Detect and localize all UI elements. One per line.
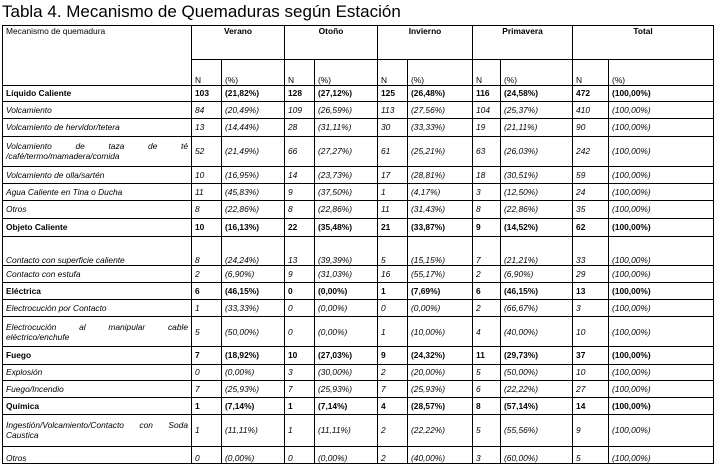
percent-cell: (46,15%) (501, 283, 573, 299)
count-cell: 3 (285, 364, 315, 380)
percent-cell: (33,33%) (222, 299, 285, 316)
count-cell: 11 (473, 347, 501, 364)
subcategory-row (3, 236, 714, 265)
count-cell: 3 (473, 184, 501, 201)
count-cell: 9 (285, 184, 315, 201)
count-cell: 10 (573, 364, 609, 380)
percent-cell: (31,03%) (315, 266, 378, 283)
count-cell: 128 (285, 85, 315, 101)
count-cell: 8 (473, 201, 501, 218)
count-cell: 4 (473, 316, 501, 346)
subcategory-row (3, 364, 714, 380)
percent-cell: (40,00%) (501, 316, 573, 346)
percent-cell: (66,67%) (501, 299, 573, 316)
count-cell: 5 (473, 364, 501, 380)
count-cell: 9 (285, 266, 315, 283)
percent-cell: (25,93%) (315, 380, 378, 397)
row-label: Agua Caliente en Tina o Ducha (3, 184, 192, 201)
count-cell: 35 (573, 201, 609, 218)
pct-header: (%) (315, 60, 378, 85)
percent-cell: (100,00%) (609, 119, 714, 136)
count-cell: 59 (573, 166, 609, 183)
percent-cell: (7,69%) (408, 283, 473, 299)
count-cell: 19 (473, 119, 501, 136)
row-label: Fuego/Incendio (3, 380, 192, 397)
count-cell: 84 (192, 102, 222, 119)
count-cell: 7 (473, 236, 501, 265)
percent-cell: (46,15%) (222, 283, 285, 299)
percent-cell: (11,11%) (315, 415, 378, 446)
percent-cell: (22,86%) (222, 201, 285, 218)
n-header: N (192, 60, 222, 85)
percent-cell: (20,00%) (408, 364, 473, 380)
count-cell: 125 (378, 85, 408, 101)
count-cell: 27 (573, 380, 609, 397)
percent-cell: (29,73%) (501, 347, 573, 364)
count-cell: 29 (573, 266, 609, 283)
count-cell: 61 (378, 136, 408, 166)
count-cell: 5 (473, 415, 501, 446)
count-cell: 6 (473, 283, 501, 299)
count-cell: 66 (285, 136, 315, 166)
count-cell: 14 (285, 166, 315, 183)
percent-cell: (100,00%) (609, 398, 714, 415)
row-label: Fuego (3, 347, 192, 364)
row-label: Contacto con superficie caliente (3, 236, 192, 265)
season-header-otono: Otoño (285, 26, 378, 60)
percent-cell: (14,44%) (222, 119, 285, 136)
row-label: Eléctrica (3, 283, 192, 299)
percent-cell: (0,00%) (315, 316, 378, 346)
percent-cell: (50,00%) (222, 316, 285, 346)
count-cell: 18 (473, 166, 501, 183)
count-cell: 7 (192, 347, 222, 364)
percent-cell: (100,00%) (609, 364, 714, 380)
count-cell: 1 (192, 299, 222, 316)
percent-cell: (31,11%) (315, 119, 378, 136)
count-cell: 2 (473, 266, 501, 283)
percent-cell: (18,92%) (222, 347, 285, 364)
percent-cell: (100,00%) (609, 85, 714, 101)
percent-cell: (100,00%) (609, 446, 714, 463)
count-cell: 11 (378, 201, 408, 218)
count-cell: 37 (573, 347, 609, 364)
percent-cell: (28,81%) (408, 166, 473, 183)
percent-cell: (10,00%) (408, 316, 473, 346)
percent-cell: (39,39%) (315, 236, 378, 265)
percent-cell: (50,00%) (501, 364, 573, 380)
count-cell: 28 (285, 119, 315, 136)
count-cell: 1 (192, 415, 222, 446)
count-cell: 5 (378, 236, 408, 265)
percent-cell: (23,73%) (315, 166, 378, 183)
count-cell: 0 (285, 283, 315, 299)
n-header: N (285, 60, 315, 85)
percent-cell: (21,11%) (501, 119, 573, 136)
percent-cell: (100,00%) (609, 218, 714, 236)
season-header-invierno: Invierno (378, 26, 473, 60)
percent-cell: (24,32%) (408, 347, 473, 364)
percent-cell: (100,00%) (609, 415, 714, 446)
percent-cell: (0,00%) (315, 283, 378, 299)
count-cell: 104 (473, 102, 501, 119)
row-label: Otros (3, 201, 192, 218)
count-cell: 13 (573, 283, 609, 299)
count-cell: 5 (573, 446, 609, 463)
count-cell: 7 (192, 380, 222, 397)
count-cell: 1 (192, 398, 222, 415)
percent-cell: (27,12%) (315, 85, 378, 101)
subcategory-row (3, 166, 714, 183)
count-cell: 7 (378, 380, 408, 397)
pct-header: (%) (408, 60, 473, 85)
percent-cell: (7,14%) (222, 398, 285, 415)
count-cell: 33 (573, 236, 609, 265)
percent-cell: (55,17%) (408, 266, 473, 283)
percent-cell: (22,86%) (501, 201, 573, 218)
count-cell: 62 (573, 218, 609, 236)
subcategory-row (3, 119, 714, 136)
count-cell: 63 (473, 136, 501, 166)
burn-mechanism-table (2, 25, 714, 464)
count-cell: 8 (285, 201, 315, 218)
count-cell: 16 (378, 266, 408, 283)
percent-cell: (28,57%) (408, 398, 473, 415)
percent-cell: (60,00%) (501, 446, 573, 463)
count-cell: 0 (285, 446, 315, 463)
percent-cell: (0,00%) (315, 299, 378, 316)
percent-cell: (26,03%) (501, 136, 573, 166)
count-cell: 109 (285, 102, 315, 119)
count-cell: 22 (285, 218, 315, 236)
season-header-primavera: Primavera (473, 26, 573, 60)
row-label: Electrocución por Contacto (3, 299, 192, 316)
percent-cell: (37,50%) (315, 184, 378, 201)
percent-cell: (100,00%) (609, 380, 714, 397)
row-label: Otros (3, 446, 192, 463)
percent-cell: (31,43%) (408, 201, 473, 218)
percent-cell: (16,13%) (222, 218, 285, 236)
percent-cell: (4,17%) (408, 184, 473, 201)
pct-header: (%) (222, 60, 285, 85)
count-cell: 1 (285, 415, 315, 446)
count-cell: 10 (285, 347, 315, 364)
count-cell: 4 (378, 398, 408, 415)
season-header-verano: Verano (192, 26, 285, 60)
percent-cell: (100,00%) (609, 166, 714, 183)
subcategory-row (3, 102, 714, 119)
row-label: Volcamiento de olla/sartén (3, 166, 192, 183)
row-label: Líquido Caliente (3, 85, 192, 101)
count-cell: 2 (378, 364, 408, 380)
percent-cell: (45,83%) (222, 184, 285, 201)
count-cell: 9 (378, 347, 408, 364)
percent-cell: (24,58%) (501, 85, 573, 101)
count-cell: 6 (192, 283, 222, 299)
count-cell: 1 (378, 283, 408, 299)
count-cell: 103 (192, 85, 222, 101)
count-cell: 8 (473, 398, 501, 415)
count-cell: 9 (473, 218, 501, 236)
row-label: Objeto Caliente (3, 218, 192, 236)
percent-cell: (24,24%) (222, 236, 285, 265)
percent-cell: (100,00%) (609, 102, 714, 119)
count-cell: 0 (192, 446, 222, 463)
count-cell: 2 (378, 415, 408, 446)
percent-cell: (35,48%) (315, 218, 378, 236)
count-cell: 1 (285, 398, 315, 415)
count-cell: 90 (573, 119, 609, 136)
n-header: N (473, 60, 501, 85)
subcategory-row (3, 266, 714, 283)
percent-cell: (0,00%) (315, 446, 378, 463)
row-label: Electrocución al manipular cable eléctrico/enchufe (3, 316, 192, 346)
count-cell: 10 (192, 218, 222, 236)
count-cell: 116 (473, 85, 501, 101)
category-row (3, 85, 714, 101)
count-cell: 9 (573, 415, 609, 446)
percent-cell: (0,00%) (222, 364, 285, 380)
percent-cell: (55,56%) (501, 415, 573, 446)
count-cell: 13 (285, 236, 315, 265)
percent-cell: (33,87%) (408, 218, 473, 236)
percent-cell: (33,33%) (408, 119, 473, 136)
percent-cell: (30,00%) (315, 364, 378, 380)
n-header: N (378, 60, 408, 85)
percent-cell: (26,48%) (408, 85, 473, 101)
percent-cell: (100,00%) (609, 266, 714, 283)
category-row (3, 347, 714, 364)
subcategory-row (3, 415, 714, 446)
percent-cell: (14,52%) (501, 218, 573, 236)
percent-cell: (27,56%) (408, 102, 473, 119)
count-cell: 52 (192, 136, 222, 166)
percent-cell: (21,49%) (222, 136, 285, 166)
percent-cell: (11,11%) (222, 415, 285, 446)
count-cell: 1 (378, 316, 408, 346)
percent-cell: (6,90%) (501, 266, 573, 283)
percent-cell: (25,93%) (222, 380, 285, 397)
count-cell: 1 (378, 184, 408, 201)
subcategory-row (3, 446, 714, 463)
percent-cell: (100,00%) (609, 184, 714, 201)
category-row (3, 398, 714, 415)
percent-cell: (22,22%) (408, 415, 473, 446)
percent-cell: (6,90%) (222, 266, 285, 283)
count-cell: 30 (378, 119, 408, 136)
row-label: Volcamiento de hervidor/tetera (3, 119, 192, 136)
count-cell: 2 (378, 446, 408, 463)
count-cell: 410 (573, 102, 609, 119)
season-header-row (3, 26, 714, 60)
table-title: Tabla 4. Mecanismo de Quemaduras según Estación (2, 2, 401, 21)
count-cell: 10 (192, 166, 222, 183)
percent-cell: (100,00%) (609, 299, 714, 316)
count-cell: 0 (192, 364, 222, 380)
count-cell: 8 (192, 201, 222, 218)
count-cell: 3 (473, 446, 501, 463)
pct-header: (%) (501, 60, 573, 85)
percent-cell: (27,27%) (315, 136, 378, 166)
subcategory-row (3, 316, 714, 346)
count-cell: 14 (573, 398, 609, 415)
percent-cell: (22,22%) (501, 380, 573, 397)
category-row (3, 283, 714, 299)
count-cell: 13 (192, 119, 222, 136)
percent-cell: (20,49%) (222, 102, 285, 119)
count-cell: 11 (192, 184, 222, 201)
row-label: Volcamiento de taza de té /café/termo/mamadera/comida (3, 136, 192, 166)
mechanism-header: Mecanismo de quemadura (3, 26, 192, 86)
percent-cell: (100,00%) (609, 316, 714, 346)
count-cell: 0 (285, 299, 315, 316)
row-label: Explosión (3, 364, 192, 380)
percent-cell: (25,93%) (408, 380, 473, 397)
percent-cell: (100,00%) (609, 201, 714, 218)
count-cell: 0 (285, 316, 315, 346)
percent-cell: (16,95%) (222, 166, 285, 183)
subcategory-row (3, 136, 714, 166)
count-cell: 17 (378, 166, 408, 183)
subcategory-row (3, 299, 714, 316)
percent-cell: (7,14%) (315, 398, 378, 415)
percent-cell: (57,14%) (501, 398, 573, 415)
count-cell: 3 (573, 299, 609, 316)
pct-header: (%) (609, 60, 714, 85)
category-row (3, 218, 714, 236)
percent-cell: (22,86%) (315, 201, 378, 218)
count-cell: 10 (573, 316, 609, 346)
season-header-total: Total (573, 26, 714, 60)
percent-cell: (26,59%) (315, 102, 378, 119)
subcategory-row (3, 201, 714, 218)
percent-cell: (0,00%) (408, 299, 473, 316)
count-cell: 242 (573, 136, 609, 166)
count-cell: 472 (573, 85, 609, 101)
row-label: Contacto con estufa (3, 266, 192, 283)
row-label: Química (3, 398, 192, 415)
percent-cell: (100,00%) (609, 236, 714, 265)
percent-cell: (100,00%) (609, 136, 714, 166)
percent-cell: (100,00%) (609, 347, 714, 364)
count-cell: 5 (192, 316, 222, 346)
percent-cell: (25,21%) (408, 136, 473, 166)
count-cell: 8 (192, 236, 222, 265)
subcategory-row (3, 380, 714, 397)
percent-cell: (21,21%) (501, 236, 573, 265)
row-label: Volcamiento (3, 102, 192, 119)
count-cell: 7 (285, 380, 315, 397)
n-header: N (573, 60, 609, 85)
count-cell: 6 (473, 380, 501, 397)
percent-cell: (0,00%) (222, 446, 285, 463)
count-cell: 113 (378, 102, 408, 119)
subcategory-row (3, 184, 714, 201)
percent-cell: (12,50%) (501, 184, 573, 201)
percent-cell: (27,03%) (315, 347, 378, 364)
count-cell: 2 (192, 266, 222, 283)
percent-cell: (21,82%) (222, 85, 285, 101)
count-cell: 0 (378, 299, 408, 316)
percent-cell: (15,15%) (408, 236, 473, 265)
percent-cell: (40,00%) (408, 446, 473, 463)
count-cell: 24 (573, 184, 609, 201)
count-cell: 21 (378, 218, 408, 236)
percent-cell: (100,00%) (609, 283, 714, 299)
row-label: Ingestión/Volcamiento/Contacto con Soda Caustica (3, 415, 192, 446)
percent-cell: (25,37%) (501, 102, 573, 119)
percent-cell: (30,51%) (501, 166, 573, 183)
count-cell: 2 (473, 299, 501, 316)
